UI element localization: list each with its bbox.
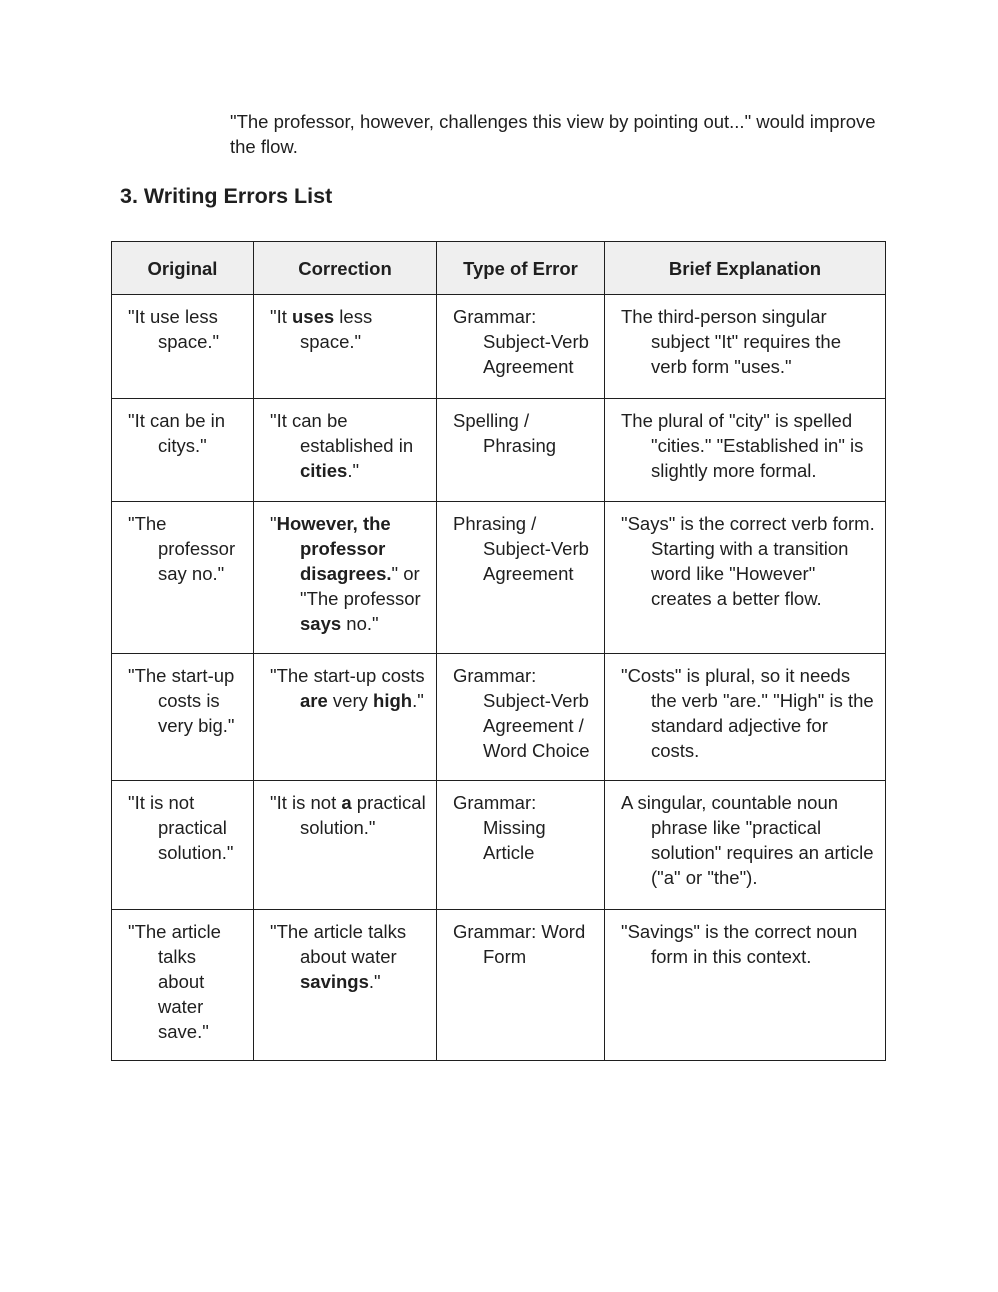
explanation-cell: The plural of "city" is spelled "cities." "Established in" is slightly more formal.: [605, 399, 886, 502]
text-run: "It is not: [270, 792, 342, 813]
correction-text: [270, 511, 426, 636]
original-cell: "It use less space.": [112, 295, 254, 399]
correction-cell: [254, 295, 437, 399]
bold-text: cities: [300, 460, 348, 481]
header-correction: Correction: [254, 242, 437, 295]
error-type-cell: Grammar: Missing Article: [437, 781, 605, 910]
table-row: [112, 399, 886, 502]
error-type-cell: Spelling / Phrasing: [437, 399, 605, 502]
bold-text: However, the professor disagrees.: [276, 513, 392, 584]
correction-cell: [254, 654, 437, 781]
correction-cell: [254, 502, 437, 654]
original-cell: "It can be in citys.": [112, 399, 254, 502]
error-type-cell: Phrasing / Subject-Verb Agreement: [437, 502, 605, 654]
intro-paragraph: "The professor, however, challenges this view by pointing out..." would improve the flow.: [230, 111, 876, 157]
text-run: "The start-up costs: [270, 665, 425, 686]
text-run: "It can be established in: [270, 410, 414, 456]
text-run: " or "The professor: [300, 563, 421, 609]
original-cell: "The professor say no.": [112, 502, 254, 654]
explanation-cell: The third-person singular subject "It" requires the verb form "uses.": [605, 295, 886, 399]
table-header-row: [112, 242, 886, 295]
bold-text: high: [373, 690, 413, 711]
header-brief-explanation: Brief Explanation: [605, 242, 886, 295]
original-cell: "It is not practical solution.": [112, 781, 254, 910]
correction-cell: [254, 781, 437, 910]
error-type-cell: Grammar: Word Form: [437, 910, 605, 1061]
text-run: "It: [270, 306, 292, 327]
text-run: .": [347, 460, 360, 481]
error-type-cell: Grammar: Subject-Verb Agreement: [437, 295, 605, 399]
explanation-cell: A singular, countable noun phrase like "practical solution" requires an article ("a" or "the").: [605, 781, 886, 910]
table-row: [112, 910, 886, 1061]
bold-text: a: [341, 792, 352, 813]
correction-text: [270, 790, 426, 840]
correction-text: [270, 919, 426, 994]
correction-cell: [254, 399, 437, 502]
text-run: less space.": [300, 306, 373, 352]
text-run: no.": [341, 613, 379, 634]
header-type-of-error: Type of Error: [437, 242, 605, 295]
section-heading: 3. Writing Errors List: [120, 184, 333, 208]
correction-text: [270, 304, 426, 354]
bold-text: are: [300, 690, 328, 711]
text-run: practical solution.": [300, 792, 426, 838]
bold-text: savings: [300, 971, 369, 992]
error-type-cell: Grammar: Subject-Verb Agreement / Word Choice: [437, 654, 605, 781]
explanation-cell: "Costs" is plural, so it needs the verb "are." "High" is the standard adjective for costs.: [605, 654, 886, 781]
explanation-cell: "Savings" is the correct noun form in this context.: [605, 910, 886, 1061]
table-row: [112, 502, 886, 654]
text-run: very: [327, 690, 374, 711]
text-run: .": [412, 690, 424, 711]
header-original: Original: [112, 242, 254, 295]
bold-text: says: [300, 613, 342, 634]
explanation-cell: "Says" is the correct verb form. Starting with a transition word like "However" creates a better flow.: [605, 502, 886, 654]
bold-text: uses: [292, 306, 335, 327]
writing-errors-table: [111, 241, 886, 1061]
text-run: "The article talks about water: [270, 921, 407, 967]
original-cell: "The article talks about water save.": [112, 910, 254, 1061]
table-row: [112, 295, 886, 399]
table-row: [112, 654, 886, 781]
table-row: [112, 781, 886, 910]
text-run: ": [270, 513, 277, 534]
original-cell: "The start-up costs is very big.": [112, 654, 254, 781]
text-run: .": [368, 971, 381, 992]
correction-text: [270, 408, 426, 483]
correction-text: [270, 663, 426, 713]
correction-cell: [254, 910, 437, 1061]
